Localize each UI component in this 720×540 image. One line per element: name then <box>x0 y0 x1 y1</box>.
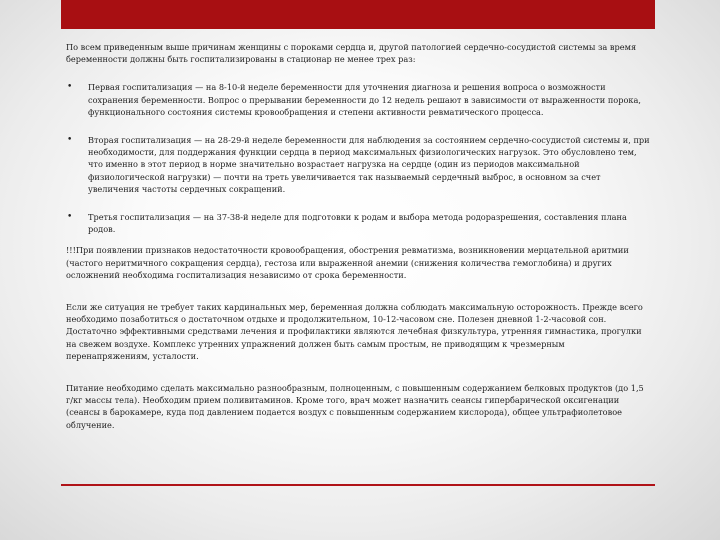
bullet-icon: • <box>67 82 73 93</box>
list-item <box>66 81 651 118</box>
care-paragraph: Если же ситуация не требует таких кардинальных мер, беременная должна соблюдать максимальную осторожность. Прежде всего необходимо позаботиться о достаточном отдыхе и продолжительном, 10-12-часовом сне. Полезен дневной 1-2-часовой сон. Достаточно эффективными средствами лечения и профилактики являются лечебная физкультура, утренняя гимнастика, прогулки на свежем воздухе. Комплекс утренних упражнений должен быть самым простым, не приводящим к чрезмерным перенапряжениям, усталости. <box>66 302 643 361</box>
intro-paragraph: По всем приведенным выше причинам женщины с пороками сердца и, другой патологией сердечно-сосудистой системы за время беременности должны быть госпитализированы в стационар не менее трех раз: <box>66 42 637 65</box>
hospitalization-list <box>66 81 651 235</box>
document-body <box>66 41 651 431</box>
list-item <box>66 211 651 235</box>
list-item-text: Первая госпитализация — на 8-10-й неделе беременности для уточнения диагноза и решения вопроса о возможности сохранения беременности. Вопрос о прерывании беременности до 12 недель решают в зависимости от выраженности порока, функционального состояния системы кровообращения и степени активности ревматического процесса. <box>88 82 641 117</box>
list-item <box>66 134 651 195</box>
nutrition-paragraph: Питание необходимо сделать максимально разнообразным, полноценным, с повышенным содержанием белковых продуктов (до 1,5 г/кг массы тела). Необходим прием поливитаминов. Кроме того, врач может назначить сеансы гипербарической оксигенации (сеансы в барокамере, куда под давлением подается воздух с повышенным содержанием кислорода), общее ультрафиолетовое облучение. <box>66 383 644 430</box>
warning-paragraph: !!!При появлении признаков недостаточности кровообращения, обострения ревматизма, возникновении мерцательной аритмии (частого неритмичного сокращения сердца), гестоза или выраженной анемии (снижения количества гемоглобина) и других осложнений необходима госпитализация независимо от срока беременности. <box>66 245 629 280</box>
list-item-text: Третья госпитализация — на 37-38-й неделе для подготовки к родам и выбора метода родоразрешения, составления плана родов. <box>88 212 627 235</box>
list-item-text: Вторая госпитализация — на 28-29-й неделе беременности для наблюдения за состоянием сердечно-сосудистой системы и, при необходимости, для поддержания функции сердца в период максимальных физиологических нагрузок. Это обусловлено тем, что именно в этот период в норме значительно возрастает нагрузка на сердце (один из периодов максимальной физиологической нагрузки) — почти на треть увеличивается так называемый сердечный выброс, в основном за счет увеличения частоты сердечных сокращений. <box>88 135 650 194</box>
bullet-icon: • <box>67 135 73 146</box>
header-accent-bar <box>61 0 655 29</box>
footer-divider <box>61 484 655 486</box>
bullet-icon: • <box>67 212 73 223</box>
